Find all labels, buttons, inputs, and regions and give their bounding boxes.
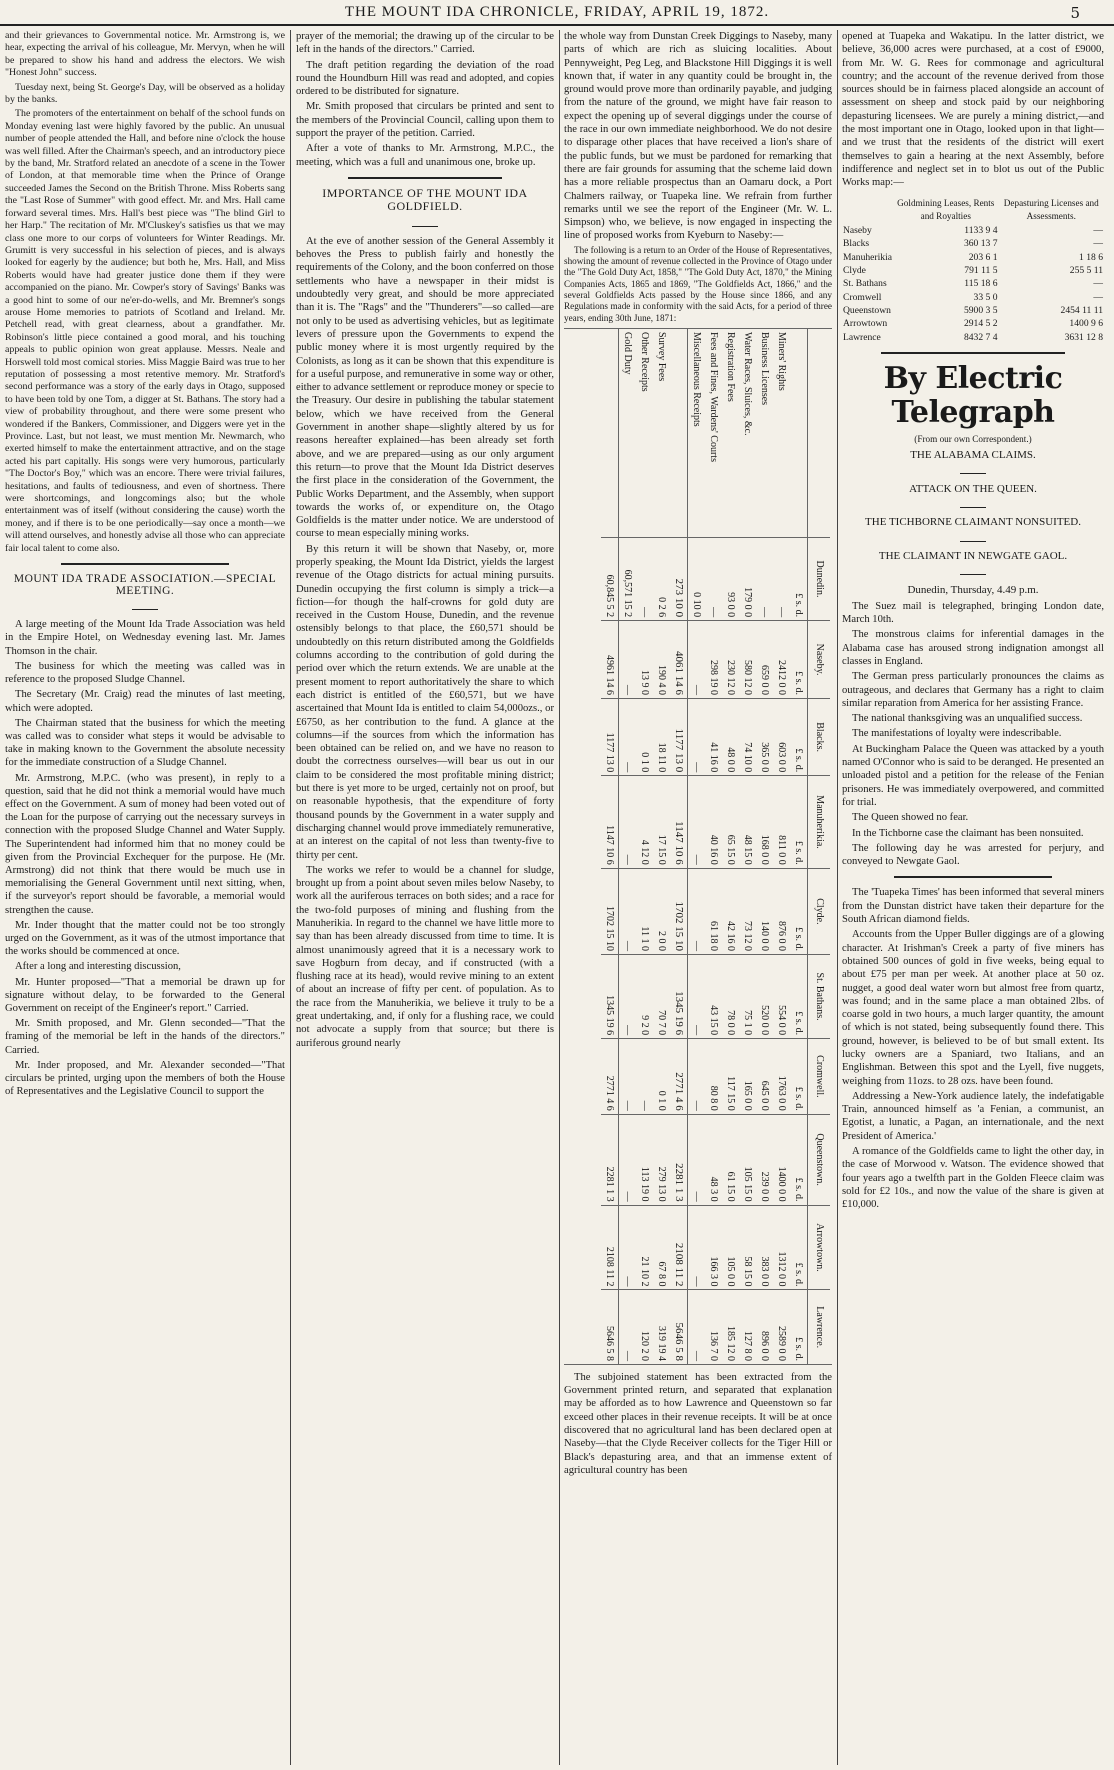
- table-cell-place: Cromwell: [843, 291, 882, 303]
- article-paragraph: the whole way from Dunstan Creek Diggings to Naseby, many parts of which are rich as sluicing localities. About Pennyweight, Peg Leg, and Blackstone Hill Diggings it is well known that, if water in any quantity could be brought in, the ground would prove more than ordinarily payable, and judging from the nature of the ground, we might have fair reason to expect the opening up of several diggings under the course of the race in our own immediate neighborhood. We do not desire to disparage other places that have received a lion's share of the public funds, but we must be pardoned for remarking that there are fair grounds for assuming that the scheme laid down has a more reliable prospectus than an Oamaru dock, a Port Chalmers railway, or Tuapeka line. We refrain from further remarks until we see the report of the Engineer (Mr. W. L. Simpson) who, we believe, is now engaged in inspecting the line of proposed works from Kyeburn to Naseby:—: [564, 31, 832, 242]
- table-cell: 65 15 0: [722, 776, 739, 869]
- local-paragraph: The 'Tuapeka Times' has been informed that several miners from the Dunstan district have taken their departure for the South African diamond fields.: [842, 887, 1104, 926]
- telegraph-paragraph: The monstrous claims for inferential damages in the Alabama case has aroused strong indignation amongst all classes in England.: [842, 629, 1104, 667]
- telegraph-paragraph: The German press particularly pronounces the claims as outrageous, and declares that Germany has a right to claim similar reparation from America for her assisting France.: [842, 671, 1104, 709]
- table-cell-place: Manuherikia: [843, 251, 893, 263]
- table-cell: 230 12 0: [722, 620, 739, 698]
- table-cell: 279 13 0: [653, 1114, 670, 1205]
- total-label: [601, 329, 619, 537]
- table-cell: 298 19 0: [705, 620, 722, 698]
- article-paragraph: The subjoined statement has been extracted from the Government printed return, and separated that explanation may be afforded as to how Lawrence and Queenstown so far exceed other places in their revenue receipts. It will be at once discovered that no agricultural land has been declared open at Naseby—that the Clyde Receiver collects for the Tiger Hill or Black's depasturing area, and that an immense extent of agricultural country has been: [564, 1371, 832, 1476]
- units-cell: £ s. d.: [790, 868, 808, 954]
- total-cell: 1147 10 6: [601, 776, 619, 869]
- article-paragraph: A large meeting of the Mount Ida Trade Association was held in the Empire Hotel, on Wednesday evening last. Mr. James Thomson in the chair.: [5, 619, 285, 657]
- table-cell-gold: 33 5 0: [973, 291, 998, 303]
- depasturing-header: Depasturing Licenses and Assessments.: [1003, 197, 1099, 221]
- row-label: Other Receipts: [639, 331, 651, 392]
- table-cell: 113 19 0: [636, 1114, 653, 1205]
- table-cell: 61 15 0: [722, 1114, 739, 1205]
- subtotal-cell: 5646 5 8: [670, 1290, 688, 1364]
- district-header: Naseby.: [808, 620, 831, 698]
- table-cell: 105 15 0: [739, 1114, 756, 1205]
- table-row: [842, 264, 1104, 277]
- total-cell: 5646 5 8: [601, 1290, 619, 1364]
- article-paragraph: At the eve of another session of the General Assembly it behoves the Press to publish fairly and honestly the requirements of the Colony, and the boon conferred on those settlements who have a newspaper in their midst is undoubtedly very great, and should be more appreciated than it is. The "Rags" and the "Thunderers"—so called—are not only to be used as advertising vehicles, but as legitimate levers of pressure upon the Governments to expend the public money where it is most urgently required by the Colonists, as long as it can be shown that this expenditure is for a useful purpose, and remunerative in some way or other, either to advance settlement or reproduce money or specie to the Treasury. Our desire in publishing the tabular statement below, which we have received from the General Government in another shape—slightly altered by us for reasons hereafter explained—has been already set forth above, and we are prepared—using as our only argument this return—to prove that the Mount Ida District deserves the first place in the consideration of the Government, the Public Works Department, and the Assembly, when support towards the works of, or expenditure on, the Otago Goldfields is the matter under notice. We are understood of course to mean especially mining works.: [296, 235, 554, 540]
- table-cell: 70 7 0: [653, 954, 670, 1038]
- table-cell: —: [619, 1114, 637, 1205]
- correspondent-note: (From our own Correspondent.): [914, 433, 1032, 444]
- table-cell: —: [688, 868, 706, 954]
- district-header: Queenstown.: [808, 1114, 831, 1205]
- telegraph-headline: THE CLAIMANT IN NEWGATE GAOL.: [878, 549, 1068, 562]
- table-cell-dep: 1 18 6: [1079, 251, 1103, 263]
- local-paragraph: Accounts from the Upper Buller diggings are of a glowing character. At Irishman's Creek a party of five miners has obtained 500 ounces of gold in five weeks, being equal to about £75 per man per week. At another place at 50 oz. nugget, a good deal water worn but almost free from quartz, was found; and in the same place a man obtained 2lbs. of coarse gold in two hours, a much larger quantity, the amount of which is not stated, being subsequently found there. This ground, however, is believed to be of but small extent. Its lucky owners are a Spaniard, two Italians, and an Englishman. Between this spot and the Lyell, five nuggets, weighing from 11ozs. to 28 ozs. have been found.: [842, 929, 1104, 1087]
- units-cell: £ s. d.: [790, 537, 808, 620]
- heading-rule: [296, 218, 554, 231]
- local-news: [842, 886, 1104, 1211]
- table-cell-gold: 8432 7 4: [963, 331, 998, 343]
- subtotal-cell: 4061 14 6: [670, 620, 688, 698]
- row-label: Water Races, Sluices, &c.: [742, 331, 754, 436]
- table-corner: [842, 196, 893, 225]
- table-row: [756, 329, 773, 1364]
- table-cell: 603 0 0: [773, 698, 790, 775]
- subtotal-cell: 1702 15 10: [670, 868, 688, 954]
- total-cell: 2108 11 2: [601, 1205, 619, 1290]
- table-row: [722, 329, 739, 1364]
- subtotal-cell: 1177 13 0: [670, 698, 688, 775]
- article-divider: [881, 352, 1064, 354]
- masthead: [0, 0, 1114, 26]
- article-paragraph: prayer of the memorial; the drawing up of the circular to be left in the hands of the directors." Carried.: [296, 31, 554, 56]
- table-cell-dep: —: [1093, 278, 1103, 290]
- subtotal-cell: 2108 11 2: [670, 1205, 688, 1290]
- table-cell: —: [636, 1038, 653, 1114]
- total-cell: 4961 14 6: [601, 620, 619, 698]
- col3-after: [564, 1371, 832, 1477]
- return-intro: The following is a return to an Order of the House of Representatives, showing the amount of revenue collected in the Province of Otago under the "The Gold Duty Act, 1858," "The Gold Duty Act, 1870," the Mining Companies Acts, 1865 and 1869, "The Goldfields Act, 1866," and the several Goldfields Acts passed by the House since 1866, and any Regulations made in conformity with the said Acts, for a period of three years, ending 30th June, 1871:: [564, 244, 832, 323]
- subtotal-cell: 2771 4 6: [670, 1038, 688, 1114]
- masthead-title: THE MOUNT IDA CHRONICLE, FRIDAY, APRIL 19, 1872.: [344, 4, 770, 20]
- row-label: Miscellaneous Receipts: [691, 331, 703, 427]
- article-paragraph: The business for which the meeting was called was in reference to the proposed Sludge Channel.: [5, 660, 285, 686]
- table-cell: 520 0 0: [756, 954, 773, 1038]
- table-cell-dep: —: [1093, 291, 1103, 303]
- table-cell: —: [619, 620, 637, 698]
- table-cell: 80 8 0: [705, 1038, 722, 1114]
- table-cell: 0 10 0: [688, 537, 706, 620]
- units-cell: £ s. d.: [790, 776, 808, 869]
- headline-rule: [842, 465, 1104, 478]
- table-cell: 67 8 0: [653, 1205, 670, 1290]
- goldfield-article: [296, 235, 554, 1050]
- article-divider: [348, 177, 503, 179]
- subtotal-cell: 1147 10 6: [670, 776, 688, 869]
- heading-rule: [5, 602, 285, 614]
- telegraph-paragraph: The following day he was arrested for perjury, and conveyed to Newgate Gaol.: [842, 842, 1104, 868]
- district-header: Cromwell.: [808, 1038, 831, 1114]
- table-cell: 383 0 0: [756, 1205, 773, 1290]
- column-rule: [837, 30, 838, 1765]
- table-cell: —: [688, 620, 706, 698]
- table-cell-dep: 1400 9 6: [1069, 318, 1103, 330]
- table-cell: 166 3 0: [705, 1205, 722, 1290]
- article-paragraph: After a vote of thanks to Mr. Armstrong, M.P.C., the meeting, which was a full and unanimous one, broke up.: [296, 143, 554, 168]
- revenue-return-table-box: [564, 328, 832, 1365]
- news-paragraph: The promoters of the entertainment on behalf of the school funds on Monday evening last were highly favored by the public. An unusual number of people attended the Hall, and before nine o'clock the house was well filled. After the Chairman's speech, and an introductory piece by the band, Mr. Stratford related an anecdote of a scene in the Tower of London, at that memorable time when the Prince of Orange succeeded James the Second on the British Throne. Miss Roberts sang the "Last Rose of Summer" with good effect. Mr. and Mrs. Hall came forward several times. Mrs. Hall's best piece was "The blind Girl to her Harp." The recitation of Mr. M'Cluskey's satisfies us that we may class one more to our corps of volunteers for Winter Readings. Mr. Grumitt is very successful in his selection of pieces, and is always looked for eagerly by the audience; but both he, Mrs. Hall, and Miss Roberts would have had greater justice done them if they were accompanied on the piano. Mr. Cowper's story of Savings' Banks was a good hint to some of our ne'er-do-wells, and Mr. Bremner's songs arouse Home memories to patriots of Scotland and Ireland. Mr. Petchell read, with great clearness, about a grandfather. Mr. Robinson's little piece contained a good moral, and his touching appeals to public opinion won great applause. Messrs. Neale and Horswell told most comical stories. Miss Maggie Baird was true to her reputation of possessing a most retentive memory. Mr. Stratford's second performance was a story of the early days in Otago, supposed to have been told by one Tom, a digger at St. Bathans. The story had a view of probability throughout, and there were some present who wondered if the Bankers, Commissioner, and Diggers were yet in the Province. Last, but not least, we must mention Mr. Newmarch, who exerted himself to make the entertainment attractive, and on the stage acted his part capitally. His songs were very humorous, particularly "The Doctor's Boy," which was an encore. There were trivial failures, hesitations, and faults of tediousness, and even of shortness. There were shortcomings, and longcomings also; but the whole entertainment was of itself (without considering the cause) worth the money, and if there is to be one periodically—say once a month—we will attend ourselves, and honestly advise all those who can appreciate fair local talent to come also.: [5, 108, 285, 554]
- article-paragraph: Mr. Armstrong, M.P.C. (who was present), in reply to a question, said that he did not think a memorial would have much effect on the Government. A sum of money had been voted out of the Loan for the purpose of carrying out the necessary surveys in connection with the proposed Sludge Channel and Water Supply. The Superintendent had informed him that no money could be given from the Provincial Exchequer for the purpose. He (Mr. Armstrong) did not think that there would be much use in memorialising the General Government until next sitting, when, if the surveyor's report should be favorable, a memorial would strengthen the cause.: [5, 772, 285, 916]
- table-cell: 190 4 0: [653, 620, 670, 698]
- table-cell: 1763 0 0: [773, 1038, 790, 1114]
- article-paragraph: The Secretary (Mr. Craig) read the minutes of last meeting, which were adopted.: [5, 689, 285, 714]
- table-row: [842, 317, 1104, 330]
- table-cell: 60,571 15 2: [619, 537, 637, 620]
- district-header: Clyde.: [808, 868, 831, 954]
- table-cell: 17 15 0: [653, 776, 670, 869]
- table-cell: 1312 0 0: [773, 1205, 790, 1290]
- table-cell: 78 0 0: [722, 954, 739, 1038]
- table-row: [636, 329, 653, 1364]
- units-cell: £ s. d.: [790, 1038, 808, 1114]
- district-header: Dunedin.: [808, 537, 831, 620]
- table-cell-dep: 255 5 11: [1069, 265, 1103, 277]
- article-paragraph: Mr. Hunter proposed—"That a memorial be drawn up for signature without delay, to be forwarded to the General Government on receipt of the Engineer's report." Carried.: [5, 976, 285, 1014]
- table-cell: —: [619, 776, 637, 869]
- dateline: Dunedin, Thursday, 4.49 p.m.: [907, 583, 1039, 596]
- table-cell-dep: 2454 11 11: [1060, 304, 1103, 316]
- telegraph-paragraph: The national thanksgiving was an unqualified success.: [852, 713, 1083, 725]
- col3-paragraphs: [564, 30, 832, 243]
- article-paragraph: opened at Tuapeka and Wakatipu. In the latter district, we believe, 36,000 acres were purchased, at a cost of £9000, from Mr. W. G. Rees for commonage and agricultural country; and the account of the revenue derived from those sources should be in fairness placed alongside an account of assessment on sheep and stock paid by our neighboring depasturing licensees. We are purely a mining district,—and the most important one in Otago, looked upon in that light—and we trust that the residents of the district will exert themselves to gain a hearing at the next Assembly, before indifference and neglect set in to blot us out of the Public Works map:—: [842, 31, 1104, 189]
- table-cell: —: [636, 537, 653, 620]
- table-cell-gold: 115 18 6: [964, 278, 998, 290]
- column-4: [842, 30, 1104, 1214]
- table-cell: 165 0 0: [739, 1038, 756, 1114]
- table-cell: 120 2 0: [636, 1290, 653, 1364]
- table-row: [773, 329, 790, 1364]
- table-cell: 365 0 0: [756, 698, 773, 775]
- table-cell: 0 1 0: [636, 698, 653, 775]
- table-row: [653, 329, 670, 1364]
- table-cell-gold: 5900 3 5: [963, 304, 998, 316]
- table-cell-dep: 3631 12 8: [1064, 331, 1103, 343]
- total-cell: 1177 13 0: [601, 698, 619, 775]
- units-cell: £ s. d.: [790, 1114, 808, 1205]
- table-cell-dep: —: [1093, 225, 1103, 237]
- article-paragraph: Mr. Inder thought that the matter could not be too strongly urged on the Government, as it was of the utmost importance that the works should be commenced at once.: [5, 919, 285, 958]
- trade-association-article: [5, 618, 285, 1098]
- table-cell-place: Arrowtown: [843, 318, 888, 330]
- article-paragraph: After a long and interesting discussion,: [15, 961, 181, 973]
- mining-leases-table: [842, 196, 1104, 344]
- table-cell-place: Queenstown: [843, 304, 891, 316]
- units-cell: £ s. d.: [790, 1290, 808, 1364]
- table-cell: 4 12 0: [636, 776, 653, 869]
- table-cell-place: Lawrence: [843, 331, 881, 343]
- trade-association-heading: MOUNT IDA TRADE ASSOCIATION.—SPECIAL MEETING.: [13, 573, 277, 598]
- article-divider: [894, 876, 1051, 878]
- table-row: [842, 251, 1104, 264]
- table-cell: 117 15 0: [722, 1038, 739, 1114]
- table-cell: 168 0 0: [756, 776, 773, 869]
- table-row: [842, 277, 1104, 290]
- table-cell-gold: 203 6 1: [968, 251, 998, 263]
- column-1: [5, 30, 285, 1100]
- column-2: [296, 30, 554, 1052]
- table-row: [842, 224, 1104, 237]
- page-number: 5: [1070, 4, 1080, 22]
- table-cell: 18 11 0: [653, 698, 670, 775]
- table-cell: 1400 0 0: [773, 1114, 790, 1205]
- table-cell: —: [619, 954, 637, 1038]
- local-paragraph: Addressing a New-York audience lately, the indefatigable Train, announced himself as 'a Fenian, a communist, an Egotist, a lunatic, a Pagan, an internationale, and the next President of America.': [842, 1090, 1104, 1142]
- table-cell: 2412 0 0: [773, 620, 790, 698]
- table-row: [842, 237, 1104, 250]
- article-paragraph: By this return it will be shown that Naseby, or, more properly speaking, the Mount Ida District, yields the largest revenue of the Otago districts for actual mining pursuits. Dunedin occupying the first column is simply a trick—a fiction—for though the half-crowns for gold duty are received in the Custom House, Dunedin, and the revenue ostensibly belongs to that place, the £60,571 should be undoubtedly on this return distributed among the Goldfields columns according to the contribution of gold during the period over which the return extends. We are unable at the present moment to report authoritatively the share to which each district is entitled of the £60,571, but we have ascertained that Mount Ida is entitled to claim 54,000ozs., or £6750, as her contribution to the fund. A glance at the columns—if the sources from which the information has been obtained can be relied on, and we have no reason to doubt the correctness ourselves—will bear us out in our claim to be considered the most profitable mining district; but there is yet more to be urged, certainly not on proof, but on reasonable hypothesis, that the expenditure of forty thousand pounds by the Government in a water supply and discharging channel would prove immediately remunerative, at an interest on the capital of not less than twenty-five to thirty per cent.: [296, 543, 554, 861]
- row-label: Registration Fees: [725, 331, 737, 402]
- units-label: [790, 329, 808, 537]
- table-cell-gold: 360 13 7: [963, 238, 998, 250]
- table-cell: —: [619, 1038, 637, 1114]
- article-paragraph: The works we refer to would be a channel for sludge, brought up from a point about seven miles below Naseby, to work all the auriferous terraces on both sides; and a race for the two-fold purposes of mining and flushing from the Manuherikia. In regard to the channel we have little more to say than has been already discussed from time to time. It is almost unanimously agreed that it is a necessary work to save Hogburn from decay, and if constructed (with a flushing race at its head), would revive mining to an extent of about an increase of fifty per cent. of population. As to the race from the Manuherikia, we believe it truly to be a great undertaking, and, if only for a flushing race, we could not advocate a supply from that source; but there is auriferous ground nearly: [296, 864, 554, 1049]
- table-cell: —: [688, 1114, 706, 1205]
- table-cell: 876 0 0: [773, 868, 790, 954]
- table-cell: —: [705, 537, 722, 620]
- headline-rule: [842, 533, 1104, 546]
- table-cell-place: St. Bathans: [843, 278, 887, 290]
- revenue-return-table: [601, 329, 830, 1364]
- telegraph-headlines: [842, 449, 1104, 579]
- local-paragraph: A romance of the Goldfields came to light the other day, in the case of Morwood v. Watson. The evidence showed that four years ago a twelfth part in the Golden Fleece claim was sold for £2 10s., and now the value of the share is given at £10,000.: [842, 1146, 1104, 1211]
- district-header: Blacks.: [808, 698, 831, 775]
- row-label: Business Licenses: [759, 331, 771, 405]
- news-paragraph: and their grievances to Governmental notice. Mr. Armstrong is, we hear, expecting the arrival of his colleague, Mr. Mervyn, when he will be prepared to show his hand and address the electors. We wish "Honest John" success.: [5, 30, 285, 79]
- article-paragraph: Mr. Inder proposed, and Mr. Alexander seconded—"That circulars be printed, urging upon the members of both the House of Representatives and the Legislative Council to support the: [5, 1059, 285, 1098]
- column-3: [564, 30, 832, 1479]
- article-paragraph: Mr. Smith proposed that circulars be printed and sent to the members of the Provincial Council, calling upon them to support the prayer of the petition. Carried.: [296, 101, 554, 140]
- table-cell-gold: 791 11 5: [964, 265, 998, 277]
- table-row: [842, 291, 1104, 304]
- table-cell: 136 7 0: [705, 1290, 722, 1364]
- table-cell: 42 16 0: [722, 868, 739, 954]
- subtotal-cell: 1345 19 6: [670, 954, 688, 1038]
- news-paragraph: Tuesday next, being St. George's Day, will be observed as a holiday by the banks.: [5, 81, 285, 106]
- table-cell: 41 16 0: [705, 698, 722, 775]
- table-cell: 2 0 0: [653, 868, 670, 954]
- units-cell: £ s. d.: [790, 620, 808, 698]
- table-cell: 43 15 0: [705, 954, 722, 1038]
- table-cell: 48 3 0: [705, 1114, 722, 1205]
- district-header: Arrowtown.: [808, 1205, 831, 1290]
- table-cell: —: [619, 868, 637, 954]
- article-paragraph: The draft petition regarding the deviation of the road round the Houndburn Hill was read and adopted, and copies ordered to be distributed for signature.: [296, 59, 554, 98]
- table-cell: —: [688, 954, 706, 1038]
- total-cell: 60,845 5 2: [601, 537, 619, 620]
- table-cell: 554 0 0: [773, 954, 790, 1038]
- table-cell: —: [619, 1290, 637, 1364]
- telegraph-paragraph: The manifestations of loyalty were indescribable.: [852, 728, 1062, 740]
- table-cell: 93 0 0: [722, 537, 739, 620]
- table-cell: 179 0 0: [739, 537, 756, 620]
- column-rule: [290, 30, 291, 1765]
- goldmining-header: Goldmining Leases, Rents and Royalties: [897, 197, 995, 221]
- total-cell: 1345 19 6: [601, 954, 619, 1038]
- col2-paragraphs: [296, 30, 554, 169]
- district-header: St. Bathans.: [808, 954, 831, 1038]
- table-cell: 11 1 0: [636, 868, 653, 954]
- table-row: [705, 329, 722, 1364]
- subtotal-label: [670, 329, 688, 537]
- row-label: Fees and Fines, Wardens' Courts: [708, 331, 720, 462]
- table-cell: 61 18 0: [705, 868, 722, 954]
- row-label: Survey Fees: [656, 331, 668, 381]
- district-header: Lawrence.: [808, 1290, 831, 1364]
- table-cell: 580 12 0: [739, 620, 756, 698]
- table-cell: 645 0 0: [756, 1038, 773, 1114]
- telegraph-headline: THE TICHBORNE CLAIMANT NONSUITED.: [865, 516, 1081, 529]
- table-cell: 0 2 6: [653, 537, 670, 620]
- table-cell: 811 0 0: [773, 776, 790, 869]
- subtotal-cell: 2281 1 3: [670, 1114, 688, 1205]
- subtotal-cell: 273 10 0: [670, 537, 688, 620]
- units-cell: £ s. d.: [790, 954, 808, 1038]
- table-cell: 140 0 0: [756, 868, 773, 954]
- table-cell: —: [756, 537, 773, 620]
- table-cell: 105 0 0: [722, 1205, 739, 1290]
- table-cell: 9 2 0: [636, 954, 653, 1038]
- telegraph-headline: THE ALABAMA CLAIMS.: [910, 449, 1036, 462]
- table-cell: 896 0 0: [756, 1290, 773, 1364]
- telegraph-title: By Electric Telegraph: [883, 360, 1063, 430]
- table-cell: —: [688, 776, 706, 869]
- telegraph-headline: ATTACK ON THE QUEEN.: [909, 482, 1037, 495]
- telegraph-paragraph: The Queen showed no fear.: [852, 812, 969, 824]
- col4-paragraphs: [842, 30, 1104, 190]
- table-cell: 48 15 0: [739, 776, 756, 869]
- headline-rule: [842, 499, 1104, 512]
- telegraph-paragraph: At Buckingham Palace the Queen was attacked by a youth named O'Connor who is said to be deranged. He presented an unloaded pistol and a petition for the release of the Fenian prisoners. He was immediately overpowered, and committed for trial.: [842, 743, 1104, 808]
- telegraph-paragraph: In the Tichborne case the claimant has been nonsuited.: [852, 827, 1084, 839]
- table-row: [842, 331, 1104, 344]
- table-cell: —: [773, 537, 790, 620]
- total-cell: 1702 15 10: [601, 868, 619, 954]
- total-cell: 2771 4 6: [601, 1038, 619, 1114]
- telegraph-paragraph: The Suez mail is telegraphed, bringing London date, March 10th.: [842, 600, 1104, 626]
- table-cell: 73 12 0: [739, 868, 756, 954]
- table-cell-place: Naseby: [843, 225, 872, 237]
- table-cell: 239 0 0: [756, 1114, 773, 1205]
- units-cell: £ s. d.: [790, 1205, 808, 1290]
- table-cell: 185 12 0: [722, 1290, 739, 1364]
- table-cell-place: Blacks: [843, 238, 870, 250]
- table-cell: —: [688, 1038, 706, 1114]
- article-paragraph: Mr. Smith proposed, and Mr. Glenn seconded—"That the framing of the memorial be left in the hands of the directors." Carried.: [5, 1018, 285, 1056]
- table-cell: —: [619, 1205, 637, 1290]
- units-cell: £ s. d.: [790, 698, 808, 775]
- table-cell: 0 1 0: [653, 1038, 670, 1114]
- table-cell: 13 9 0: [636, 620, 653, 698]
- table-cell: 74 10 0: [739, 698, 756, 775]
- district-header: Manuherikia.: [808, 776, 831, 869]
- goldfield-heading: IMPORTANCE OF THE MOUNT IDA GOLDFIELD.: [322, 185, 528, 214]
- table-cell-gold: 1133 9 4: [964, 225, 998, 237]
- total-cell: 2281 1 3: [601, 1114, 619, 1205]
- table-cell: 75 1 0: [739, 954, 756, 1038]
- table-row: [688, 329, 706, 1364]
- row-label: Gold Duty: [622, 331, 634, 375]
- table-row: [842, 304, 1104, 317]
- table-cell: 40 16 0: [705, 776, 722, 869]
- table-row: [739, 329, 756, 1364]
- table-cell: —: [688, 698, 706, 775]
- table-cell-dep: —: [1093, 238, 1103, 250]
- table-cell: 48 0 0: [722, 698, 739, 775]
- table-cell: —: [688, 1205, 706, 1290]
- table-cell: 2589 0 0: [773, 1290, 790, 1364]
- table-corner: [808, 329, 831, 537]
- article-divider: [61, 563, 229, 565]
- headline-rule: [842, 566, 1104, 579]
- table-cell: —: [619, 698, 637, 775]
- table-cell: 127 8 0: [739, 1290, 756, 1364]
- article-paragraph: The Chairman stated that the business for which the meeting was called was to consider what steps it would be advisable to take in making known to the Government the absolute necessity for the immediate construction of a Sludge Channel.: [5, 717, 285, 769]
- table-cell: —: [688, 1290, 706, 1364]
- column-rule: [559, 30, 560, 1765]
- table-cell-gold: 2914 5 2: [963, 318, 998, 330]
- table-cell: 659 0 0: [756, 620, 773, 698]
- row-label: Miners' Rights: [776, 331, 788, 391]
- table-cell: 319 19 4: [653, 1290, 670, 1364]
- table-cell-place: Clyde: [843, 265, 866, 277]
- table-cell: 21 10 2: [636, 1205, 653, 1290]
- revenue-return-rotated: [601, 329, 830, 1364]
- telegraph-news: [842, 600, 1104, 869]
- col1-paragraphs: [5, 30, 285, 555]
- table-cell: 58 15 0: [739, 1205, 756, 1290]
